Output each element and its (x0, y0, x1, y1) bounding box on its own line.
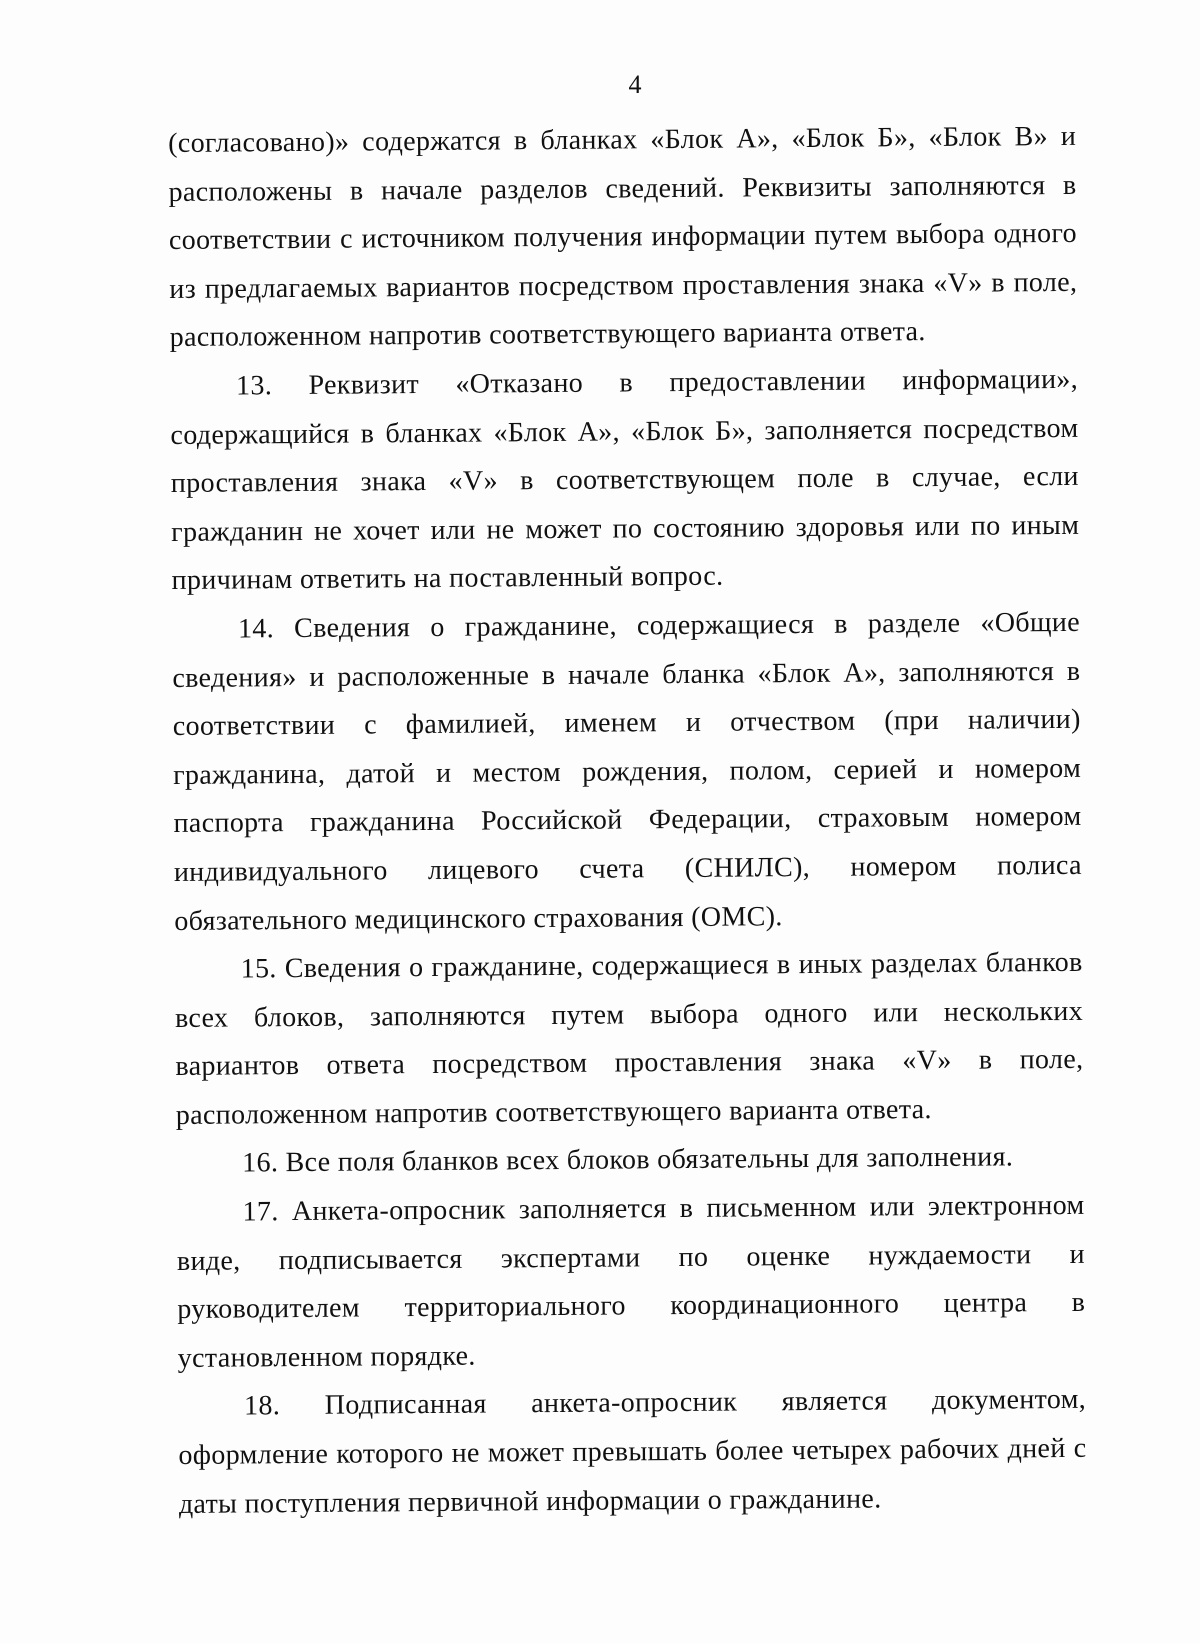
paragraph-item-17: 17. Анкета-опросник заполняется в письменном или электронном виде, подписывается экспертами по оценке нуждаемости и руководителем территориального координационного центра в установленном порядке. (176, 1189, 1086, 1374)
document-body (168, 113, 1087, 1529)
paragraph-item-18: 18. Подписанная анкета-опросник является документом, оформление которого не может превышать более четырех рабочих дней с даты поступления первичной информации о гражданине. (178, 1384, 1087, 1520)
page-number: 4 (628, 70, 642, 99)
paragraph-item-15: 15. Сведения о гражданине, содержащиеся в иных разделах бланков всех блоков, заполняются путем выбора одного или нескольких вариантов ответа посредством проставления знака «V» в поле, расположенном напротив соответствующего варианта ответа. (174, 946, 1084, 1131)
paragraph-item-16: 16. Все поля бланков всех блоков обязательны для заполнения. (242, 1141, 1014, 1179)
paragraph-item-13: 13. Реквизит «Отказано в предоставлении информации», содержащийся в бланках «Блок А», «Блок Б», заполняется посредством проставления знака «V» в соответствующем поле в случае, если гражданин не хочет или не может по состоянию здоровья или по иным причинам ответить на поставленный вопрос. (170, 363, 1080, 597)
paragraph-item-14: 14. Сведения о гражданине, содержащиеся в разделе «Общие сведения» и расположенные в начале бланка «Блок А», заполняются в соответствии с фамилией, именем и отчеством (при наличии) гражданина, датой и местом рождения, полом, серией и номером паспорта гражданина Российской Федерации, страховым номером индивидуального лицевого счета (СНИЛС), номером полиса обязательного медицинского страхования (ОМС). (172, 606, 1083, 937)
paragraph-continuation: (согласовано)» содержатся в бланках «Блок А», «Блок Б», «Блок В» и расположены в начале разделов сведений. Реквизиты заполняются в соответствии с источником получения информации путем выбора одного из предлагаемых вариантов посредством проставления знака «V» в поле, расположенном напротив соответствующего варианта ответа. (168, 120, 1078, 354)
